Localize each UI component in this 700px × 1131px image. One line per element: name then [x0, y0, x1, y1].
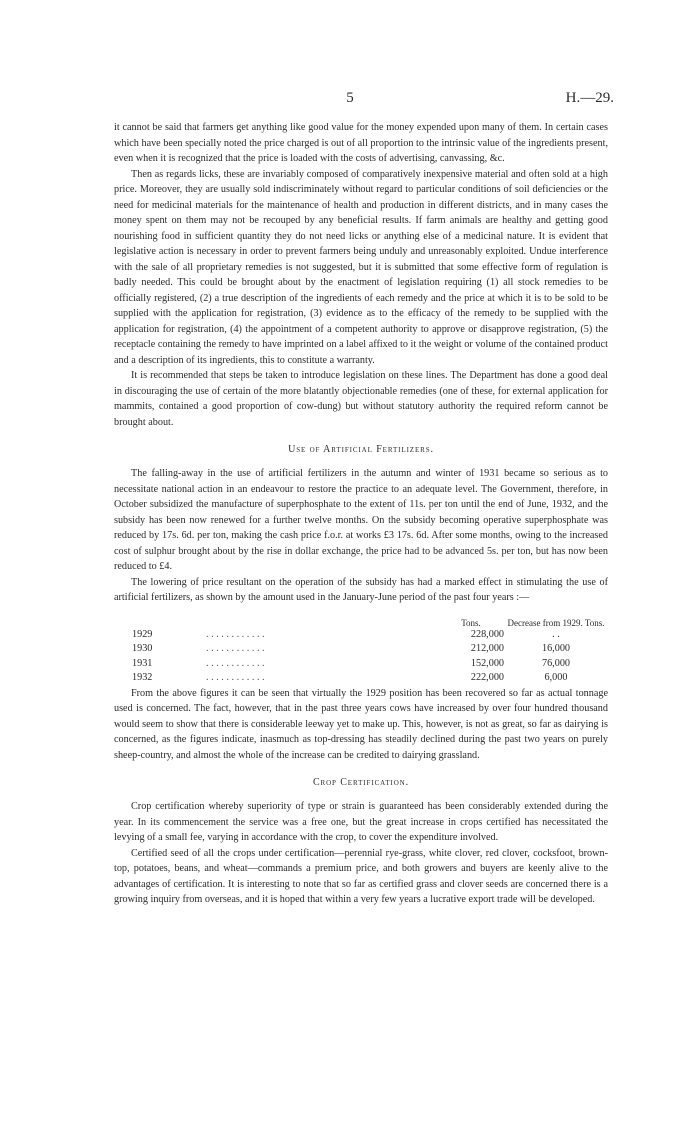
column-header-decrease: Decrease from 1929. Tons.: [507, 617, 605, 628]
table-cell-year: 1929: [132, 628, 153, 640]
table-row: [114, 642, 608, 657]
table-cell-leader-dots: . . . . . . . . . . . .: [206, 643, 265, 654]
table-header-row: [114, 606, 608, 628]
table-row: [114, 657, 608, 672]
table-cell-decrease: 6,000: [544, 672, 568, 683]
table-cell-tons: 228,000: [470, 628, 504, 640]
table-cell-tons: 152,000: [470, 657, 504, 669]
paragraph-certified-seed: Certified seed of all the crops under certification—perennial rye-grass, white clover, red clover, cocksfoot, brown-top, potatoes, beans, and wheat—commands a premium price, and both growers and buyers are keenly alive to the advantages of certification. It is interesting to note that so far as certified grass and clover seeds are concerned there is a growing inquiry from overseas, and it is hoped that within a very few years a lucrative export trade will be developed.: [114, 847, 608, 905]
table-cell-decrease: . .: [552, 628, 560, 640]
paragraph-fertilizer-analysis: From the above figures it can be seen that virtually the 1929 position has been recovered so far as actual tonnage used is concerned. The fact, however, that in the past three years cows have increased by over four hundred thousand would seem to show that there is considerable leeway yet to make up. This, however, is not as great, so far as dairying is concerned, as the figures indicate, inasmuch as top-dressing has steadily declined during the past two years on purely sheep-country, and almost the whole of the increase can be credited to dairying grassland.: [114, 687, 608, 761]
paragraph-licks: Then as regards licks, these are invariably composed of comparatively inexpensive material and often sold at a high price. Moreover, they are usually sold indiscriminately without regard to particular conditions of soil deficiencies or the need for medicinal materials for the maintenance of health and production in different districts, and in many cases the money spent on them may not be recouped by any beneficial results. If farm animals are healthy and getting good nourishing food in sufficient quantity they do not need licks or anything else of a medicinal nature. It is evident that legislative action is necessary in order to prevent farmers being unduly and unreasonably exploited. Undue interference with the sale of all proprietary remedies is not suggested, but it is submitted that some effective form of regulation is badly needed. This could be brought about by the enactment of legislation requiring (1) all stock remedies to be officially registered, (2) a true description of the ingredients of each remedy and the price at which it is to be sold to be supplied with the application for registration, (3) evidence as to the efficacy of the remedy to be supplied with the application for registration, (4) the appointment of a competent authority to approve or disapprove registration, (5) the receptacle containing the remedy to have imprinted on a label affixed to it the weight or volume of the contained product and a description of its ingredients, this to constitute a warranty.: [114, 168, 608, 366]
paragraph-crop-extension: Crop certification whereby superiority of type or strain is guaranteed has been considerably extended during the year. In its commencement the service was a free one, but the great increase in crops certified has necessitated the levying of a small fee, varying in accordance with the crop, to cover the expenditure involved.: [114, 801, 608, 843]
paragraph-fertilizer-subsidy: The falling-away in the use of artificial fertilizers in the autumn and winter of 1931 became so serious as to necessitate national action in an endeavour to restore the practice to an adequate level. The Government, therefore, in October subsidized the manufacture of superphosphate to the extent of 11s. per ton until the end of June, 1932, and the subsidy has been now renewed for a further twelve months. On the subsidy becoming operative superphosphate was reduced by 17s. 6d. per ton, making the cash price f.o.r. at works £3 17s. 6d. After some months, owing to the increased cost of sulphur brought about by the rise in dollar exchange, the price had to be advanced 5s. per ton, but has now been reduced to £4.: [114, 468, 608, 572]
table-row: [114, 671, 608, 686]
table-cell-year: 1931: [132, 657, 153, 669]
section-heading-crop-certification: Crop Certification.: [312, 777, 410, 788]
table-cell-tons: 212,000: [470, 643, 504, 654]
paragraph-fertilizer-effect: The lowering of price resultant on the operation of the subsidy has had a marked effect in stimulating the use of artificial fertilizers, as shown by the amount used in the January-June period of the past four years :—: [114, 576, 608, 603]
section-heading-fertilizers: Use of Artificial Fertilizers.: [288, 444, 434, 455]
text-column: [114, 120, 608, 908]
table-cell-tons: 222,000: [470, 672, 504, 683]
document-reference: H.—29.: [565, 90, 614, 106]
page-number: 5: [346, 90, 354, 106]
table-cell-decrease: 16,000: [541, 643, 570, 654]
table-cell-leader-dots: . . . . . . . . . . . .: [206, 628, 265, 640]
fertilizer-usage-table: [114, 606, 608, 686]
table-cell-decrease: 76,000: [541, 657, 570, 669]
column-header-tons: Tons.: [461, 617, 481, 628]
table-cell-leader-dots: . . . . . . . . . . . .: [206, 657, 265, 669]
table-cell-year: 1932: [132, 672, 153, 683]
paragraph-continued: it cannot be said that farmers get anything like good value for the money expended upon many of them. In certain cases which have been specially noted the price charged is out of all proportion to the intrinsic value of the ingredients present, even when it is recognized that the price is loaded with the costs of advertising, canvassing, &c.: [114, 122, 608, 164]
table-row: [114, 628, 608, 643]
table-cell-year: 1930: [132, 643, 153, 654]
paragraph-recommendation: It is recommended that steps be taken to introduce legislation on these lines. The Department has done a good deal in discouraging the use of certain of the more blatantly objectionable remedies (one of these, for external application for mammits, contained a good proportion of cow-dung) but without statutory authority the required reform cannot be brought about.: [114, 370, 608, 428]
table-cell-leader-dots: . . . . . . . . . . . .: [206, 672, 265, 683]
